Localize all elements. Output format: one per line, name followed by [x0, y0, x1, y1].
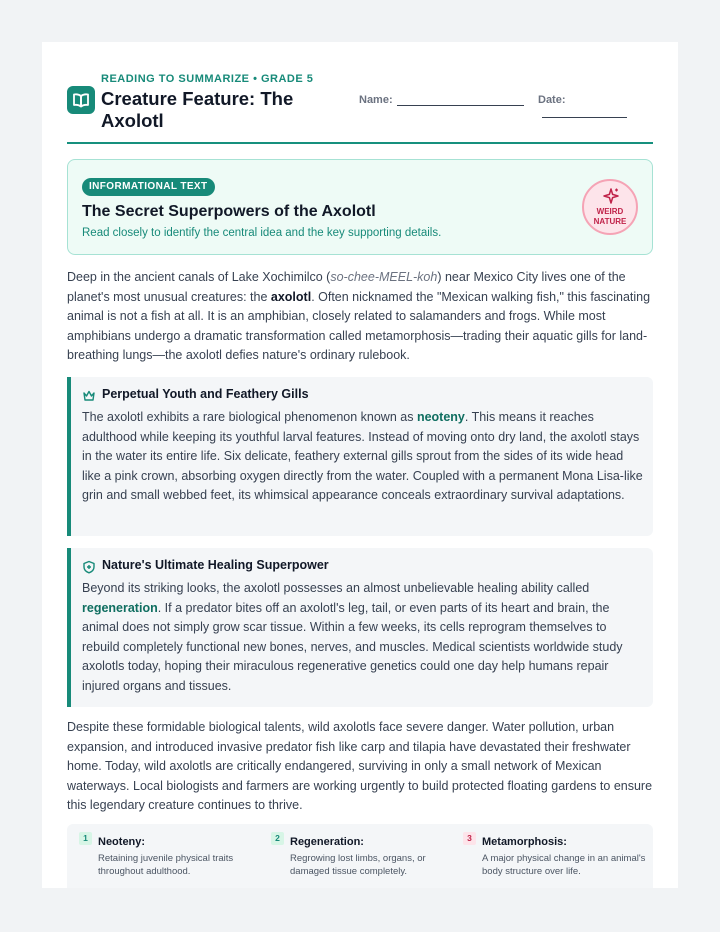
open-book-icon: [67, 86, 95, 114]
grade-label: READING TO SUMMARIZE • GRADE 5: [101, 73, 314, 85]
glossary-term: Metamorphosis:: [482, 836, 567, 848]
article-title: The Secret Superpowers of the Axolotl: [82, 203, 376, 220]
section-body: The axolotl exhibits a rare biological phenomenon known as neoteny. This means it reaches adulthood while keeping its youthful larval features. Instead of moving onto dry land, the axolotl stays in the water its entire life. Six delicate, feathery external gills sprout from the sides of its wide head like a pink crown, absorbing oxygen directly from the water. Coupled with a permanent Mona Lisa-like grin and small webbed feet, its whimsical appearance conceals extraordinary survival adaptations.: [82, 410, 643, 502]
glossary-number: 3: [463, 832, 476, 845]
glossary-definition: A major physical change in an animal's body structure over life.: [482, 853, 646, 877]
text-type-badge: INFORMATIONAL TEXT: [82, 178, 215, 196]
article-instructions: Read closely to identify the central idea and the key supporting details.: [82, 227, 442, 239]
glossary-definition: Retaining juvenile physical traits throughout adulthood.: [98, 853, 234, 877]
name-label: Name:: [359, 94, 393, 106]
glossary-term: Regeneration:: [290, 836, 364, 848]
glossary-box: [67, 824, 653, 888]
key-term: axolotl: [270, 289, 312, 304]
stamp-line-2: NATURE: [593, 217, 627, 226]
section-healing-superpower: [67, 548, 653, 707]
name-field[interactable]: [359, 94, 524, 106]
date-label: Date:: [538, 94, 566, 106]
closing-paragraph: Despite these formidable biological talents, wild axolotls face severe danger. Water pollution, urban expansion, and introduced invasive predator fish like carp and tilapia have devastated their freshwater home. Today, wild axolotls are critically endangered, surviving in only a small network of Mexican waterways. Local biologists and farmers are working urgently to build protected floating gardens to ensure this legendary creature continues to thrive.: [67, 720, 653, 812]
worksheet-header: [67, 72, 653, 144]
key-term: neoteny: [416, 410, 465, 424]
article-callout: [67, 159, 653, 255]
sparkles-icon: [602, 187, 620, 205]
date-line[interactable]: [542, 106, 627, 118]
glossary-definition: Regrowing lost limbs, organs, or damaged tissue completely.: [290, 853, 426, 877]
glossary-number: 2: [271, 832, 284, 845]
weird-nature-stamp: [582, 179, 638, 235]
glossary-term: Neoteny:: [98, 836, 146, 848]
glossary-number: 1: [79, 832, 92, 845]
crown-icon: [82, 389, 96, 403]
page-title: Creature Feature: The Axolotl: [101, 88, 294, 131]
intro-paragraph: Deep in the ancient canals of Lake Xochimilco (so-chee-MEEL-koh) near Mexico City lives one of the planet's most unusual creatures: the axolotl. Often nicknamed the "Mexican walking fish," this fascinating animal is not a fish at all. It is an amphibian, closely related to salamanders and frogs. While most amphibians undergo a dramatic transformation called metamorphosis—trading their aquatic gills for land-breathing lungs—the axolotl defies nature's ordinary rulebook.: [67, 270, 651, 362]
section-title: Nature's Ultimate Healing Superpower: [102, 558, 329, 572]
section-perpetual-youth: [67, 377, 653, 536]
stamp-line-1: WEIRD: [596, 207, 624, 216]
shield-plus-icon: [82, 560, 96, 574]
key-term: regeneration: [82, 600, 158, 615]
section-title: Perpetual Youth and Feathery Gills: [102, 387, 309, 401]
section-body: Beyond its striking looks, the axolotl possesses an almost unbelievable healing ability called regeneration. If a predator bites off an axolotl's leg, tail, or even parts of its heart and brain, the animal does not simply grow scar tissue. Within a few weeks, its cells reprogram themselves to rebuild completely functional new bones, nerves, and muscles. Medical scientists worldwide study axolotls today, hoping their miraculous regenerative genetics could one day help humans repair injured organs and tissues.: [82, 581, 623, 693]
worksheet-page: [42, 42, 678, 888]
date-field[interactable]: [538, 94, 653, 118]
name-line[interactable]: [397, 94, 524, 106]
pronunciation: so-chee-MEEL-koh: [330, 270, 438, 284]
